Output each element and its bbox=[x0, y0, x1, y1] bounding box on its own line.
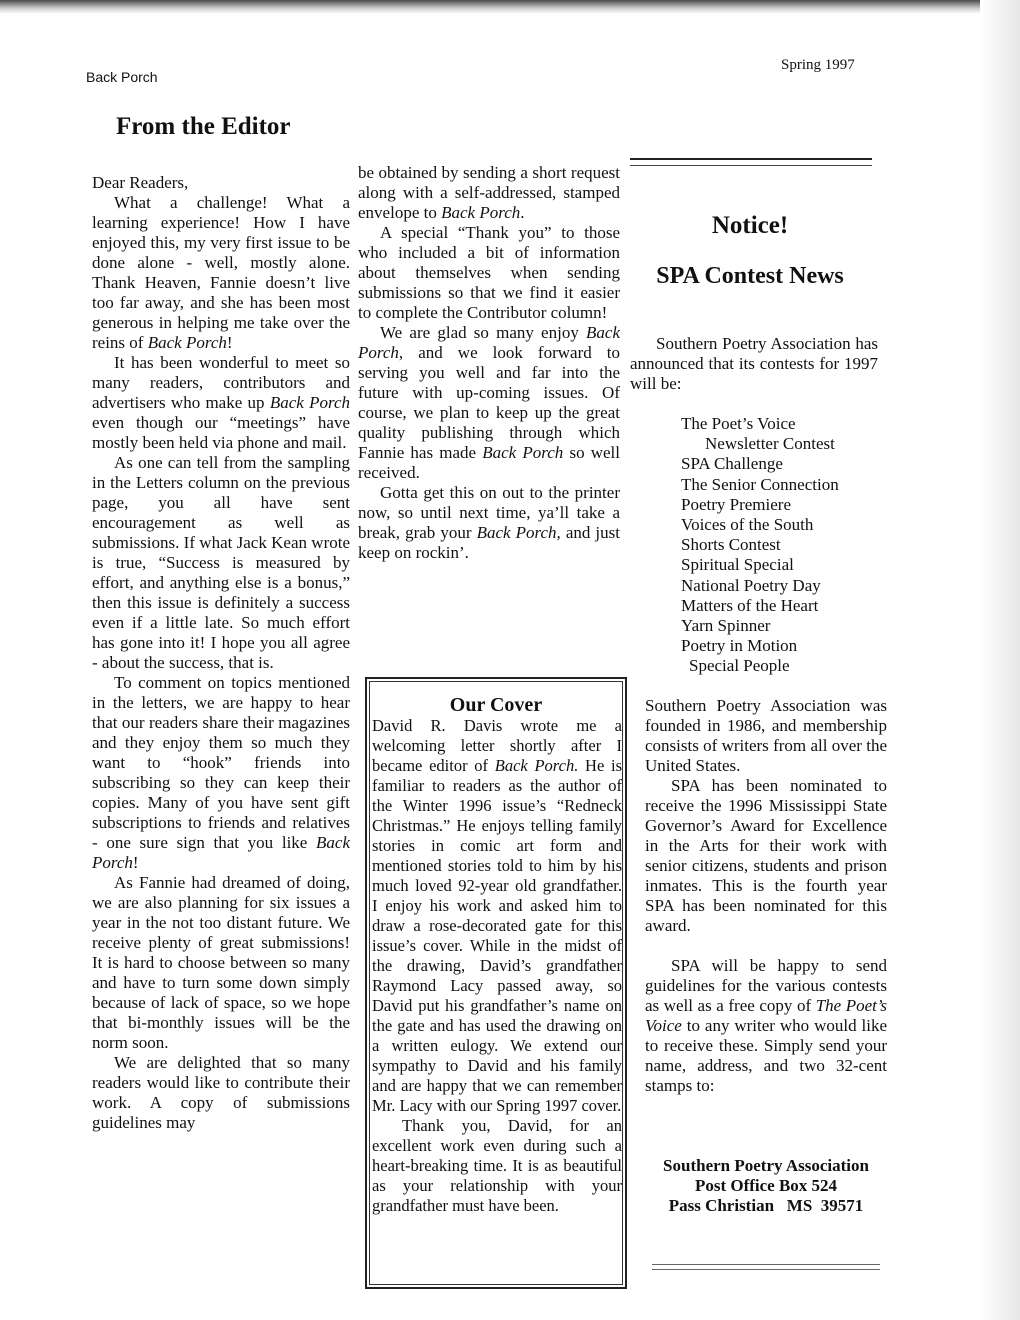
paragraph: As Fannie had dreamed of doing, we are also planning for six issues a year in the not too distant future. We receive plenty of great submissions! It is hard to choose between so many and have to turn some down simply because of lack of space, so we hope that bi-monthly issues will be the norm soon. bbox=[92, 873, 350, 1052]
address-line: Post Office Box 524 bbox=[694, 1176, 838, 1195]
list-item: Poetry in Motion bbox=[681, 636, 798, 656]
paragraph: A special “Thank you” to those who included a bit of information about themselves when sending submissions so that we find it easier to complete the Contributor column! bbox=[358, 223, 620, 322]
scan-edge-right bbox=[980, 0, 1020, 1320]
notice-heading: Notice! bbox=[711, 212, 789, 239]
running-header-left: Back Porch bbox=[86, 69, 158, 85]
list-item: Voices of the South bbox=[681, 515, 814, 535]
list-item: Shorts Contest bbox=[681, 535, 781, 555]
spa-details bbox=[645, 696, 887, 1096]
paragraph: SPA has been nominated to receive the 1996 Mississippi State Governor’s Award for Excellence in the Arts for their work with senior citizens, students and prison inmates. This is the fourth year SPA has been nominated for this award. bbox=[645, 776, 887, 935]
paragraph: It has been wonderful to meet so many readers, contributors and advertisers who make up Back Porch even though our “meetings” have mostly been held via phone and mail. bbox=[92, 353, 350, 452]
paragraph: Southern Poetry Association was founded in 1986, and membership consists of writers from all over the United States. bbox=[645, 696, 887, 775]
mailing-address bbox=[640, 1156, 892, 1216]
list-item: The Senior Connection bbox=[681, 474, 839, 494]
spa-intro bbox=[630, 334, 878, 394]
paragraph: We are glad so many enjoy Back Porch, and we look forward to serving you well and far into the future with up-coming issues. Of course, we plan to keep up the great quality publishing through which Fannie has made Back Porch so well received. bbox=[358, 323, 621, 482]
contest-list bbox=[681, 414, 881, 677]
editor-column-1 bbox=[92, 173, 350, 1133]
sidebar-top-rule bbox=[630, 158, 872, 166]
list-item: Spiritual Special bbox=[681, 555, 794, 575]
paragraph: SPA will be happy to send guidelines for the various contests as well as a free copy of The Poet’s Voice to any writer who would like to receive these. Simply send your name, address, and two 32-cent stamps to: bbox=[645, 956, 887, 1095]
cover-text bbox=[372, 716, 622, 1216]
list-item: The Poet’s Voice bbox=[681, 414, 796, 433]
paragraph: be obtained by sending a short request along with a self-addressed, stamped envelope to Back Porch. bbox=[358, 163, 620, 222]
running-header-right: Spring 1997 bbox=[781, 57, 855, 73]
list-item: Newsletter Contest bbox=[705, 434, 835, 454]
cover-title: Our Cover bbox=[449, 694, 543, 716]
sidebar-bottom-rule bbox=[652, 1264, 880, 1270]
list-item: Special People bbox=[689, 656, 790, 676]
list-item: Poetry Premiere bbox=[681, 494, 791, 514]
paragraph: Southern Poetry Association has announced that its contests for 1997 will be: bbox=[630, 334, 878, 393]
list-item: Yarn Spinner bbox=[681, 616, 771, 636]
paragraph: David R. Davis wrote me a welcoming letter shortly after I became editor of Back Porch. He is familiar to readers as the author of the Winter 1996 issue’s “Redneck Christmas.” He enjoys telling family stories in comic art form and mentioned stories told to him by his much loved 92-year old grandfather. I enjoy his work and asked him to draw a rose-decorated gate for this issue’s cover. While in the midst of the drawing, David’s grandfather Raymond Lacy passed away, so David put his grandfather’s name on the gate and has used the drawing on a written eulogy. We extend our sympathy to David and his family and are happy that we can remember Mr. Lacy with our Spring 1997 cover. bbox=[372, 716, 623, 1115]
paragraph: Dear Readers, bbox=[92, 173, 189, 192]
paragraph: Gotta get this on out to the printer now, so until next time, ya’ll take a break, grab your Back Porch, and just keep on rockin’. bbox=[358, 483, 620, 562]
paragraph: We are delighted that so many readers would like to contribute their work. A copy of submissions guidelines may bbox=[92, 1053, 350, 1132]
spa-news-heading: SPA Contest News bbox=[656, 263, 844, 289]
editor-column-2 bbox=[358, 163, 620, 563]
list-item: SPA Challenge bbox=[681, 454, 783, 474]
paragraph: To comment on topics mentioned in the letters, we are happy to hear that our readers share their magazines and they enjoy them so much they want to “hook” friends into subscribing so they can keep their copies. Many of you have sent gift subscriptions to friends and relatives - one sure sign that you like Back Porch! bbox=[92, 673, 350, 872]
address-line: Southern Poetry Association bbox=[663, 1156, 869, 1175]
editor-title: From the Editor bbox=[116, 113, 291, 140]
scan-edge-top bbox=[0, 0, 1020, 14]
list-item: Matters of the Heart bbox=[681, 595, 819, 615]
list-item: National Poetry Day bbox=[681, 575, 821, 595]
paragraph: Thank you, David, for an excellent work even during such a heart-breaking time. It is as beautiful as your relationship with your grandfather must have been. bbox=[372, 1116, 622, 1215]
paragraph: As one can tell from the sampling in the Letters column on the previous page, you all have sent encouragement as well as submissions. If what Jack Kean wrote is true, “Success is measured by effort, and anything else is a bonus,” then this issue is definitely a success even if a little late. So much effort has gone into it! I hope you all agree - about the success, that is. bbox=[92, 453, 350, 672]
paragraph: What a challenge! What a learning experience! How I have enjoyed this, my very first issue to be done alone - well, mostly alone. Thank Heaven, Fannie doesn’t live too far away, and she has been most generous in helping me take over the reins of Back Porch! bbox=[92, 193, 350, 352]
address-line: Pass Christian MS 39571 bbox=[668, 1196, 864, 1215]
